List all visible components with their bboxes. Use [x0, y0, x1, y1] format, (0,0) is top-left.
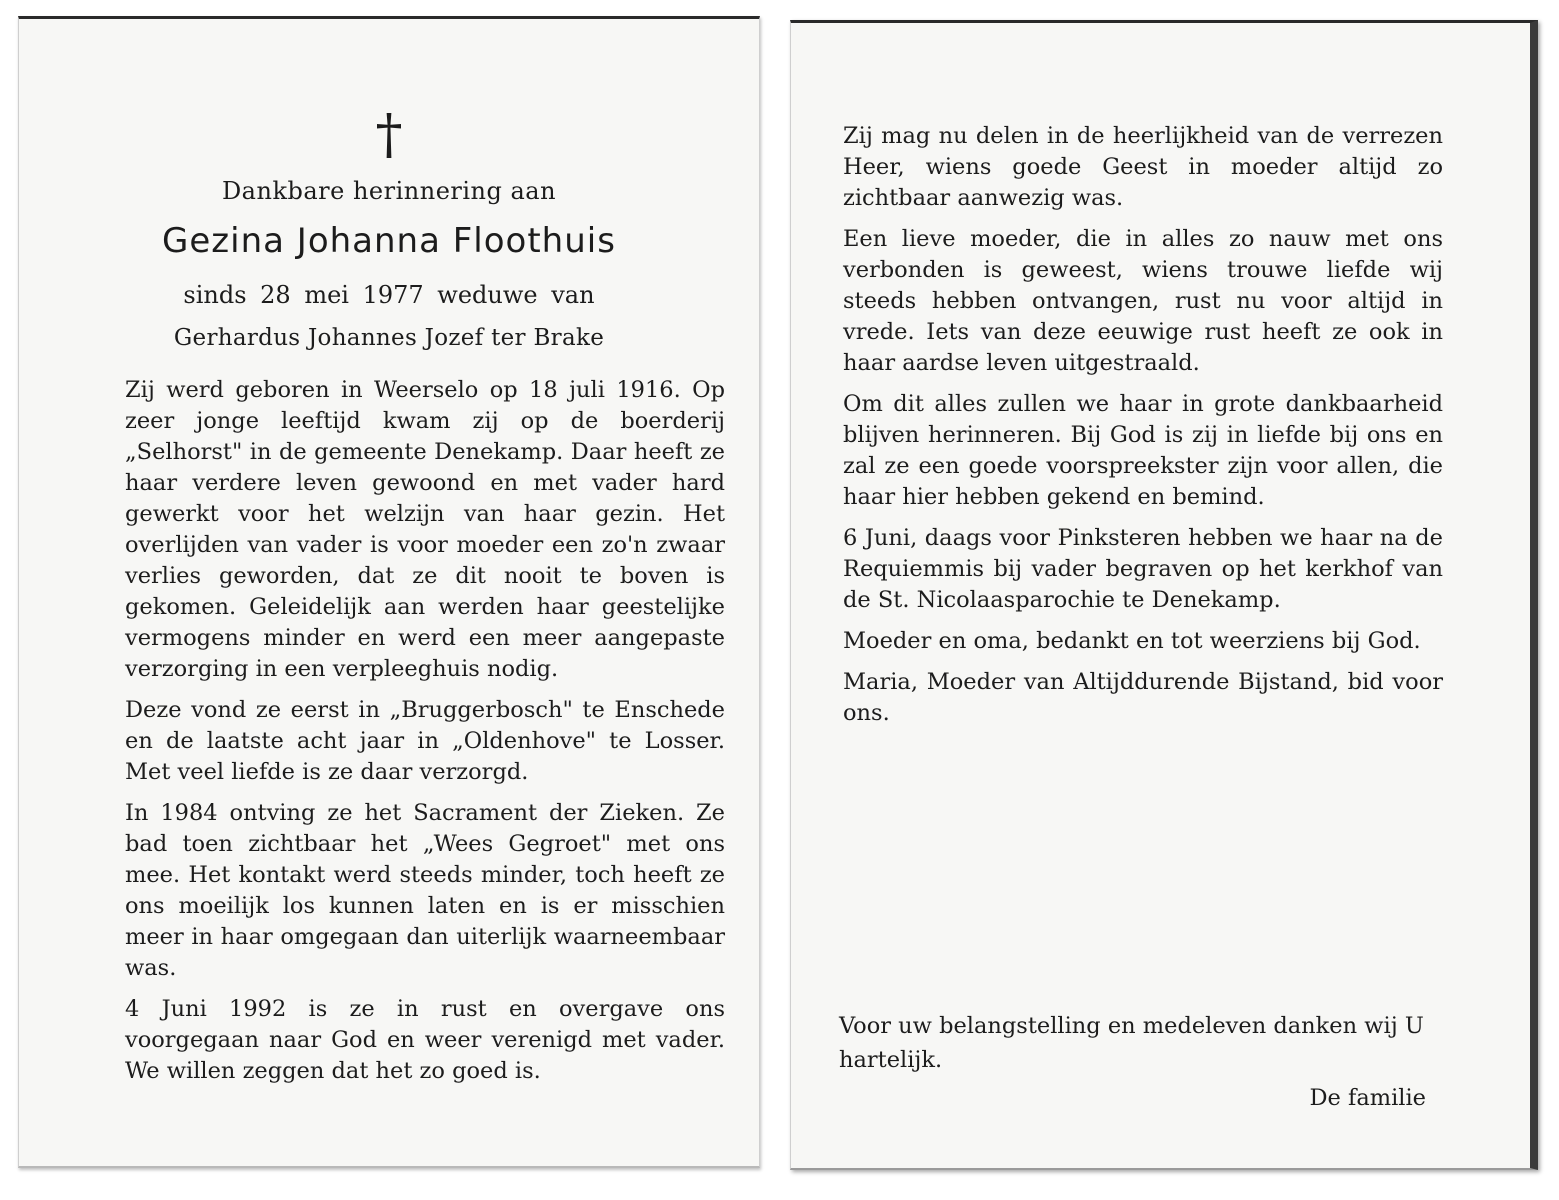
signature-text: De familie: [1309, 1085, 1426, 1111]
left-paragraph: In 1984 ontving ze het Sacrament der Zieken. Ze bad toen zichtbaar het „Wees Gegroet" met ons mee. Het kontakt werd steeds minder, toch heeft ze ons moeilijk los kunnen laten en is er misschien meer in haar omgegaan dan uiterlijk waarneembaar was.: [125, 800, 725, 981]
widow-line: sinds 28 mei 1977 weduwe van: [183, 281, 595, 309]
right-paragraph: Zij mag nu delen in de heerlijkheid van de verrezen Heer, wiens goede Geest in moeder altijd zo zichtbaar aanwezig was.: [843, 123, 1443, 211]
left-body-text: [125, 375, 725, 1097]
right-paragraph: Een lieve moeder, die in alles zo nauw met ons verbonden is geweest, wiens trouwe liefde wij steeds hebben ontvangen, rust nu voor altijd in vrede. Iets van deze eeuwige rust heeft ze ook in haar aardse leven uitgestraald.: [843, 226, 1443, 376]
right-body-text: [843, 121, 1443, 739]
left-card: [18, 16, 760, 1168]
right-paragraph: Moeder en oma, bedankt en tot weerziens bij God.: [843, 628, 1421, 654]
deceased-name: Gezina Johanna Floothuis: [162, 221, 616, 261]
closing-text: Voor uw belangstelling en medeleven danken wij U hartelijk.: [839, 1013, 1424, 1073]
right-paragraph: 6 Juni, daags voor Pinksteren hebben we haar na de Requiemmis bij vader begraven op het kerkhof van de St. Nicolaasparochie te Denekamp.: [843, 525, 1443, 613]
intro-text: Dankbare herinnering aan: [221, 177, 557, 205]
husband-name: Gerhardus Johannes Jozef ter Brake: [173, 325, 605, 351]
cross-icon: †: [375, 103, 403, 166]
left-paragraph: 4 Juni 1992 is ze in rust en overgave ons voorgegaan naar God en weer verenigd met vader. We willen zeggen dat het zo goed is.: [125, 996, 725, 1084]
right-card: [790, 20, 1538, 1170]
left-paragraph: Deze vond ze eerst in „Bruggerbosch" te Enschede en de laatste acht jaar in „Oldenhove" te Losser. Met veel liefde is ze daar verzorgd.: [125, 697, 725, 785]
left-paragraph: Zij werd geboren in Weerselo op 18 juli 1916. Op zeer jonge leeftijd kwam zij op de boerderij „Selhorst" in de gemeente Denekamp. Daar heeft ze haar verdere leven gewoond en met vader hard gewerkt voor het welzijn van haar gezin. Het overlijden van vader is voor moeder een zo'n zwaar verlies geworden, dat ze dit nooit te boven is gekomen. Geleidelijk aan werden haar geestelijke vermogens minder en werd een meer aangepaste verzorging in een verpleeghuis nodig.: [125, 377, 725, 682]
right-paragraph: Om dit alles zullen we haar in grote dankbaarheid blijven herinneren. Bij God is zij in liefde bij ons en zal ze een goede voorspreekster zijn voor allen, die haar hier hebben gekend en bemind.: [843, 391, 1443, 510]
right-paragraph: Maria, Moeder van Altijddurende Bijstand, bid voor ons.: [843, 669, 1443, 726]
